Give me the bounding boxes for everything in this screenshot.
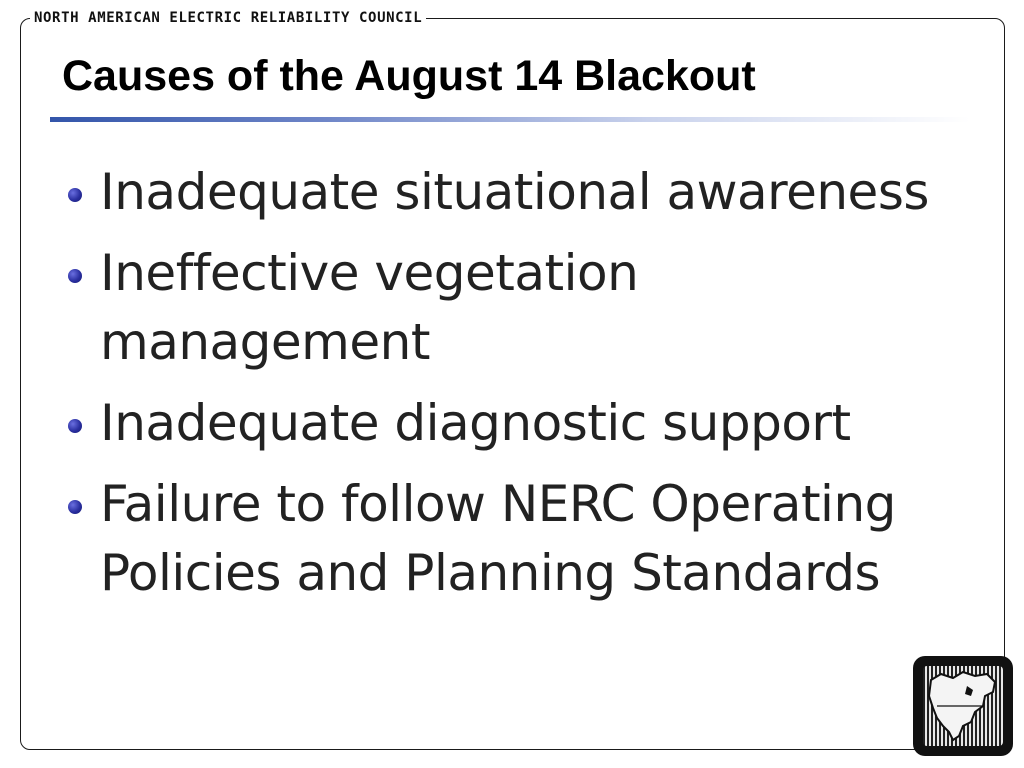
nerc-logo bbox=[913, 656, 1013, 756]
bullet-dot-icon bbox=[68, 419, 82, 433]
north-america-map-icon bbox=[923, 666, 1003, 746]
bullet-dot-icon bbox=[68, 188, 82, 202]
bullet-text: Failure to follow NERC Operating Policies and Planning Standards bbox=[100, 475, 896, 602]
bullet-dot-icon bbox=[68, 269, 82, 283]
title-divider bbox=[50, 117, 970, 122]
slide-title: Causes of the August 14 Blackout bbox=[62, 52, 756, 100]
bullet-dot-icon bbox=[68, 500, 82, 514]
bullet-text: Inadequate situational awareness bbox=[100, 163, 929, 221]
bullet-list bbox=[62, 158, 962, 620]
bullet-item bbox=[62, 470, 962, 608]
bullet-item bbox=[62, 239, 962, 377]
bullet-item bbox=[62, 158, 962, 227]
bullet-text: Inadequate diagnostic support bbox=[100, 394, 851, 452]
bullet-item bbox=[62, 389, 962, 458]
organization-name: NORTH AMERICAN ELECTRIC RELIABILITY COUNCIL bbox=[30, 8, 426, 28]
bullet-text: Ineffective vegetation management bbox=[100, 244, 639, 371]
